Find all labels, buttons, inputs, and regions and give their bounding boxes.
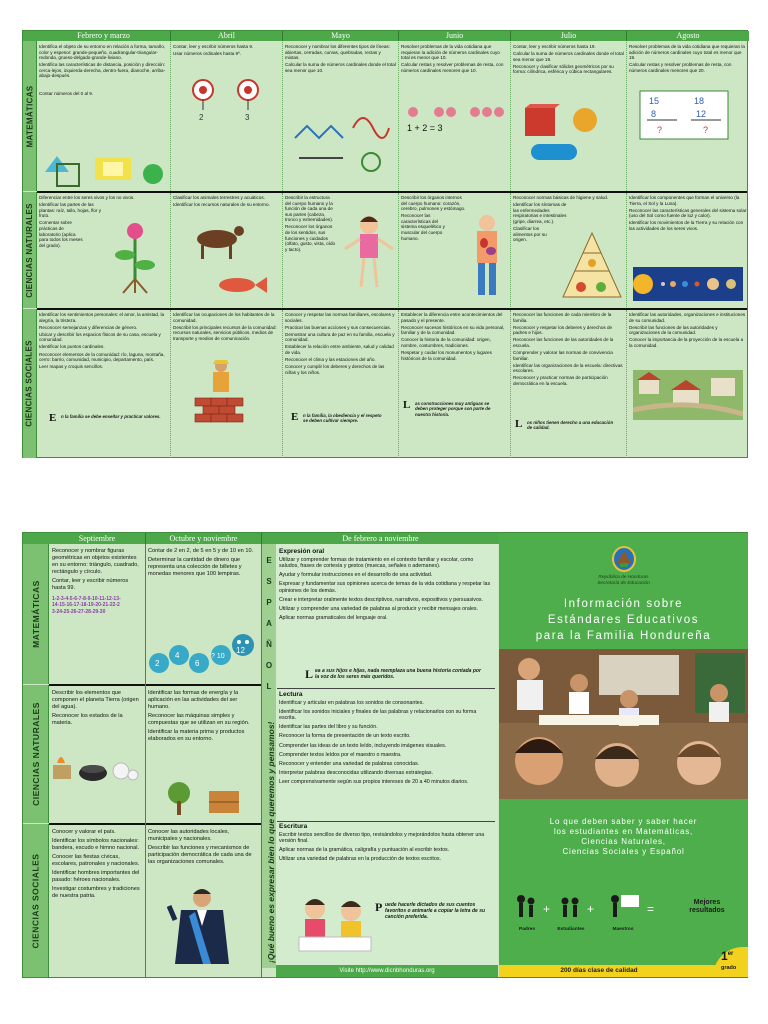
body-organs-illustration <box>467 213 507 303</box>
family-equation-illustration <box>511 891 691 927</box>
cover-panel <box>499 533 748 977</box>
republic-label: República de Honduras Secretaría de Educación <box>597 575 650 586</box>
month-header-row <box>23 31 749 41</box>
solar-system-illustration <box>633 267 743 301</box>
quote-letter: L <box>403 399 411 411</box>
svg-text:6: 6 <box>195 659 200 668</box>
quote-text: n la familia se debe enseñar y practicar valores. <box>61 414 161 419</box>
quote-letter: E <box>291 411 299 423</box>
quote-text: n la familia, la obediencia y el respeto se deben cultivar siempre. <box>303 413 382 424</box>
cover-subtitle-line: Ciencias Sociales y Español <box>562 847 685 856</box>
nat-jun-cell: Describir los órganos internos del cuerpo humano: corazón, cerebro, pulmones y estómago. Reconocer las características del sistema esquelético y muscular del cuerpo humano. <box>399 193 511 307</box>
president-illustration <box>167 886 237 966</box>
classroom-photo <box>499 649 748 799</box>
spanish-motto: ¡Qué bueno es expresar bien lo que queremos y pensamos! <box>266 721 276 963</box>
soc-sept-cell: Conocer y valorar el país. Identificar los símbolos nacionales: bandera, escudo e himno nacional. Conocer las fiestas cívicas, escolares, patronales y nacionales. Identificar hombres importantes del pasado: héroes nacionales. Investigar costumbres y tradiciones de nuestra patria. <box>52 829 140 899</box>
solids-illustration <box>521 104 621 164</box>
month-feb-nov: De febrero a noviembre <box>261 533 499 544</box>
reading-section: Lectura Identificar y articular en palabras los sonidos de consonantes. Identificar los sonidos iniciales y finales de las palabras y relacionarlos con su forma escrita. Identificar las partes del libro y su función. Reconocer la forma de presentación de un texto escrito. Comprender las ideas de un texto leído, incluyendo imágenes visuales. Comprender textos leídos por el maestro o maestra. Reconocer y entender una variedad de palabras conocidas. Interpretar palabras desconocidas utilizando diversas estrategias. Leer comprensivamente según sus propios intereses de 20 a 40 minutos diarios. <box>279 691 477 785</box>
soc-may-cell: Conocer y respetar las normas familiares, escolares y sociales. Practicar las buenas acciones y sus consecuencias. Demostrar una cultura de paz en su familia, escuela y comunidad. Establecer la relación entre ambiente, salud y calidad de vida. Reconocer el clima y las estaciones del año. Conocer y cumplir los deberes y derechos de las niñas y los niños. <box>283 310 399 458</box>
svg-text:1 + 2 = 3: 1 + 2 = 3 <box>407 123 443 133</box>
quote-text: os niños tienen derecho a una educación de calidad. <box>527 420 614 431</box>
cover-subtitle-line: Ciencias Naturales, <box>581 837 666 846</box>
soc-oct-cell: Conocer las autoridades locales, municipales y nacionales. Describir las funciones y mecanismos de participación democrática de cada una de las organizaciones comunales. <box>145 826 261 976</box>
cover-title-line: Estándares Educativos <box>547 614 700 626</box>
svg-text:12: 12 <box>236 646 245 655</box>
animals-illustration <box>177 219 277 299</box>
raw-materials-illustration <box>165 779 245 819</box>
food-pyramid-illustration <box>561 231 623 301</box>
states-of-matter-illustration <box>51 745 141 785</box>
subject-nat-label: CIENCIAS NATURALES <box>23 192 37 308</box>
svg-text:=: = <box>647 902 655 916</box>
subject-nat-label: CIENCIAS NATURALES <box>23 685 49 823</box>
month-feb-mar: Febrero y marzo <box>37 31 171 41</box>
classroom-photo-drawing <box>499 649 748 799</box>
svg-text:3: 3 <box>245 113 250 120</box>
cover-subtitle-line: los estudiantes en Matemáticas, <box>553 827 694 836</box>
month-apr: Abril <box>171 31 283 41</box>
soc-jun-cell: Establecer la diferencia entre acontecimientos del pasado y el presente. Reconocer sucesos históricos en su vida personal, familiar y de la comunidad. Conocer la historia de la comunidad: origen, nombre, costumbres, tradiciones. Respetar y cuidar los monumentos y lugares históricos de la comunidad. <box>399 310 511 458</box>
nat-may-cell: Describir la estructura del cuerpo humano y la función de cada una de sus partes (cabeza, tronco y extremidades). Reconocer los órganos de los sentidos, sus funciones y cuidados (olfato, gusto, vista, oído y tacto). <box>283 193 399 307</box>
nat-aug-cell: Identificar los componentes que forman el universo (la Tierra, el Sol y la Luna). Reconocer las características generales del sistema solar (uso del Sol como fuente de luz y calor). Identificar los movimientos de la Tierra y su relación con las actividades de los seres vivos. <box>627 193 749 307</box>
results-label: Mejores resultados <box>689 899 725 914</box>
subject-soc-label: CIENCIAS SOCIALES <box>23 309 37 458</box>
cover-title-line: Información sobre <box>563 598 684 610</box>
math-oct-cell: Contar de 2 en 2, de 5 en 5 y de 10 en 10. Determinar la cantidad de dinero que representa una colección de billetes y monedas menores que 100 lempiras. 2 4 6 ? 10 12 <box>145 545 261 683</box>
svg-text:?: ? <box>657 125 663 135</box>
subtraction-board <box>639 90 729 140</box>
oral-section: Expresión oral Utilizar y comprender formas de tratamiento en el contexto familiar y escolar, como saludos, frases de cortesía y gestos (muecas, señales o ademanes). Ayudar y formular instrucciones en el desarrollo de una actividad. Expresar y fundamentar sus opiniones acerca de temas de la vida cotidiana y respetar las opiniones de los demás. Crear e interpretar oralmente textos descriptivos, narrativos, expositivos y persuasivos. Utilizar y comprender una variedad de palabras al producir y recibir mensajes orales. Aplicar normas gramaticales del lenguaje oral. <box>279 548 491 622</box>
soc-apr-cell: Identificar las ocupaciones de los habitantes de la comunidad. Describir los principales recursos de la comunidad: recursos naturales, servicios públicos, medios de transporte y medios de comunicación. <box>171 310 283 458</box>
math-jun-cell: Resolver problemas de la vida cotidiana que requieran la adición de números cardinales cuyo total es menor que 10. Calcular restas y resolver problemas de resta, con números cardinales menores que 10. 1 + 2 = 3 <box>399 42 511 191</box>
svg-text:15: 15 <box>649 96 660 106</box>
svg-text:+: + <box>543 902 551 916</box>
subject-math-label: MATEMÁTICAS <box>23 544 49 684</box>
child-body-illustration <box>341 213 397 293</box>
grade-number: 1er <box>721 949 734 963</box>
counting-numbers: 1-2-3-4-5-6-7-8-9-10-11-12-13-14-15-16-17-18-19-20-21-22-23-24-25-26-27-28-29-30 <box>52 596 121 615</box>
svg-text:+: + <box>587 902 595 916</box>
math-aug-cell: Resolver problemas de la vida cotidiana que requieran la adición de números cardinales cuyo total es menor que 19. Calcular restas y resolver problemas de resta, con números cardinales menores que 20. 15 18 8 12 ? ? <box>627 42 749 191</box>
parents-label: Padres <box>519 927 535 932</box>
soc-feb-cell: Identificar los sentimientos personales: el amor, la amistad, la alegría, la tristeza. Reconocer semejanzas y diferencias de género. Ubicar y describir los espacios físicos de su casa, escuela y comunidad. Identificar los puntos cardinales. Reconocer elementos de la comunidad: río, laguna, montaña, cerro: barrio, comunidad, municipio, departamento, país. Leer mapas y croquis sencillos. <box>37 310 171 458</box>
coat-of-arms-icon <box>609 543 639 573</box>
band-divider <box>49 823 261 825</box>
svg-text:2: 2 <box>155 659 160 668</box>
grade-badge <box>713 947 748 977</box>
writing-quote: uede hacerle dictados de sus cuentos favoritos o animarle a copiar la letra de su canción preferida. <box>385 902 486 920</box>
soc-aug-cell: Identificar las autoridades, organizaciones e instituciones de su comunidad. Describir las funciones de las autoridades y organizaciones de la comunidad. Conocer la importancia de la proyección de la escuela a la comunidad. <box>627 310 749 458</box>
caterpillar-count <box>147 623 257 677</box>
section-rule <box>277 688 495 689</box>
cover-title-line: para la Familia Hondureña <box>535 630 712 642</box>
svg-text:2: 2 <box>199 113 204 120</box>
nat-jul-cell: Reconocer normas básicas de higiene y salud. Identificar los síntomas de las enfermedades respiratorias e intestinales (gripe, diarrea, etc.). Clasificar los alimentos por su origen. <box>511 193 627 307</box>
quote-letter: L <box>515 418 523 430</box>
section-rule <box>277 821 495 822</box>
nat-oct-cell: Identificar las formas de energía y la aplicación en las actividades del ser humano. Reconocer las máquinas simples y compuestas que se utilizan en su región. Identificar la materia prima y productos elaborados en su entorno. <box>145 687 261 823</box>
month-sept: Septiembre <box>23 533 145 544</box>
math-apr-cell: Contar, leer y escribir números hasta 9. Usar números ordinales hasta 9º. 2 3 <box>171 42 283 191</box>
svg-text:8: 8 <box>651 109 657 119</box>
month-jun: Junio <box>399 31 511 41</box>
quote-letter: E <box>49 412 57 424</box>
town-illustration <box>633 370 743 420</box>
subject-math-label: MATEMÁTICAS <box>23 41 37 191</box>
oral-quote: ea a sus hijos e hijas, nada reemplaza una buena historia contada por la voz de los seres más queridos. <box>315 668 481 680</box>
students-label: Estudiantes <box>557 927 585 932</box>
nat-sept-cell: Describir los elementos que componen el planeta Tierra (origen del agua). Reconocer los estados de la materia. <box>49 687 145 823</box>
website-link[interactable]: Visite http://www.dicnbhonduras.org <box>276 965 498 977</box>
nat-feb-cell: Diferenciar entre los seres vivos y los no vivos. Identificar las partes de las plantas: raíz, tallo, hojas, flor y fruto. Comentar sobre prácticas de laboratorio (aplica para todos los meses del grado). <box>37 193 171 307</box>
soc-jul-cell: Reconocer las funciones de cada miembro de la familia. Reconocer y respetar los deberes y derechos de padres e hijos. Reconocer las funciones de las autoridades de la escuela. Comprender y valorar las normas de convivencia familiar. Identificar las organizaciones de la escuela: directivas escolares. Reconocer y practicar normas de participación democrática en la escuela. <box>511 310 627 458</box>
nat-apr-cell: Clasificar los animales terrestres y acuáticos. Identificar los recursos naturales de su entorno. <box>171 193 283 307</box>
teachers-label: Maestros <box>612 927 634 932</box>
svg-text:4: 4 <box>175 651 180 660</box>
oral-quote-letter: L <box>305 667 314 681</box>
top-sheet <box>22 30 748 458</box>
bricklayer-illustration <box>191 358 251 428</box>
ordinal-balloons <box>183 76 273 120</box>
subject-soc-label: CIENCIAS SOCIALES <box>23 824 49 977</box>
grade-word: grado <box>721 965 737 971</box>
kids-writing-illustration <box>295 893 375 955</box>
svg-text:12: 12 <box>696 109 707 119</box>
month-jul: Julio <box>511 31 627 41</box>
svg-text:18: 18 <box>694 96 705 106</box>
svg-text:? 10: ? 10 <box>211 653 225 660</box>
plant-illustration <box>107 215 163 295</box>
writing-quote-letter: P <box>375 900 383 914</box>
ice-cream-sum <box>405 104 505 134</box>
writing-section: Escritura Escribir textos sencillos de diverso tipo, revisándolos y mejorándolos hasta obtener una versión final. Aplicar normas de la gramática, caligrafía y puntuación al escribir textos. Utilizar una variedad de palabras en la producción de textos escritos. <box>279 823 485 863</box>
cover-footer-band <box>499 965 748 977</box>
quote-text: as construcciones muy antiguas se deben proteger porque son parte de nuestra historia. <box>415 401 491 417</box>
month-may: Mayo <box>283 31 399 41</box>
svg-text:?: ? <box>703 125 709 135</box>
math-may-cell: Reconocer y nombrar los diferentes tipos de líneas: abiertas, cerradas, curvas, quebradas, rectas y mixtas. Calcular la suma de números cardinales donde el total sea menor que 10. <box>283 42 399 191</box>
cover-subtitle-line: Lo que deben saber y saber hacer <box>549 817 698 826</box>
shapes-illustration <box>43 150 163 188</box>
cover-footer-text: 200 días clase de calidad <box>560 967 638 974</box>
month-aug: Agosto <box>676 31 700 40</box>
spanish-vertical-title: E S P A Ñ O L <box>265 556 273 691</box>
math-feb-cell: Identifica el objeto de su entorno en relación a forma, tamaño, color y espesor: grande-pequeño, cuadrangular-triangular-redonda, grueso-delgado-grande-liviano. Identifica las características de distancia, posición y dirección: cerca-lejos, izquierda-derecha, dentro-fuera, dianoche, arriba-abajo-después. Contar números del 0 al 9. <box>37 42 171 191</box>
math-jul-cell: Contar, leer y escribir números hasta 19. Calcular la suma de números cardinales donde el total sea menor que 19. Reconocer y clasificar sólidos geométricos por su forma: cilíndrica, esférica y cúbica rectangulares. <box>511 42 627 191</box>
lines-illustration <box>293 98 393 178</box>
bottom-sheet <box>22 532 748 978</box>
band-divider <box>49 684 261 686</box>
math-sept-cell: Reconocer y nombrar figuras geométricas en objetos existentes en su entorno: triángulo, cuadrado, rectángulo y círculo. Contar, leer y escribir números hasta 99. 1-2-3-4-5-6-7-8-9-10-11-12-13-14-15-16-17-18-19-20-21-22-23-24-25-26-27-28-29-30 <box>52 548 139 615</box>
month-oct-nov: Octubre y noviembre <box>145 533 261 544</box>
